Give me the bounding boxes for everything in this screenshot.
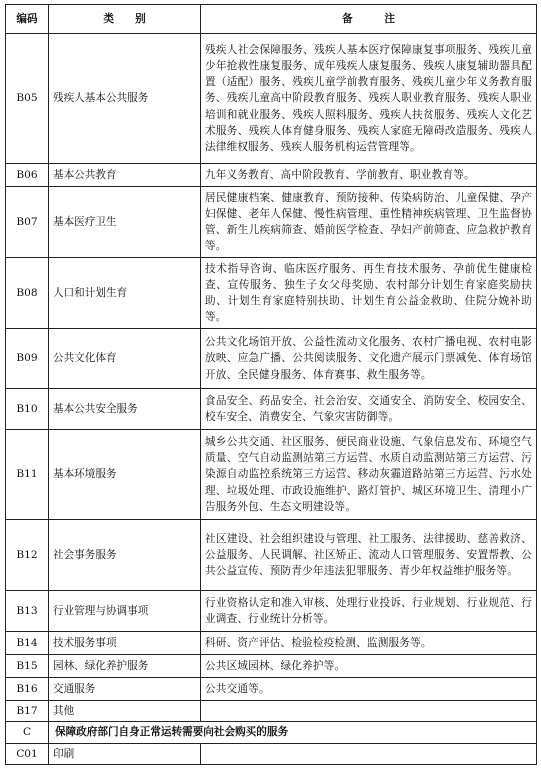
- section-row: [6, 722, 537, 744]
- row-notes: 技术指导咨询、临床医疗服务、再生育技术服务、孕前优生健康检查、宣传服务、独生子女父母奖励、农村部分计划生育家庭奖励扶助、计划生育家庭特别扶助、计划生育公益金救助、住院分娩补助等。: [201, 258, 537, 329]
- row-notes: 九年义务教育、高中阶段教育、学前教育、职业教育等。: [201, 164, 537, 187]
- row-notes: 居民健康档案、健康教育、预防接种、传染病防治、儿童保健、孕产妇保健、老年人保健、慢性病管理、重性精神疾病管理、卫生监督协管、新生儿疾病筛查、婚前医学检查、孕妇产前筛查、应急救护教育等。: [201, 187, 537, 258]
- row-category: 基本公共安全服务: [49, 389, 201, 430]
- row-notes: 食品安全、药品安全、社会治安、交通安全、消防安全、校园安全、校车安全、消费安全、气象灾害防御等。: [201, 389, 537, 430]
- row-category: 园林、绿化养护服务: [49, 655, 201, 678]
- row-code: B16: [6, 678, 49, 701]
- row-notes: 科研、资产评估、检验检疫检测、监测服务等。: [201, 632, 537, 655]
- table-header-row: [6, 5, 537, 34]
- row-category: 其他: [49, 701, 201, 722]
- row-code: B09: [6, 329, 49, 389]
- row-notes: 行业资格认定和准入审核、处理行业投诉、行业规划、行业规范、行业调查、行业统计分析等。: [201, 591, 537, 632]
- row-code: B14: [6, 632, 49, 655]
- table-row: [6, 389, 537, 430]
- row-code: B07: [6, 187, 49, 258]
- row-code: B15: [6, 655, 49, 678]
- row-code: B12: [6, 520, 49, 591]
- table-row: [6, 34, 537, 164]
- header-code: 编码: [6, 5, 49, 34]
- row-notes: [201, 744, 537, 765]
- row-notes: 公共文化场馆开放、公益性流动文化服务、农村广播电视、农村电影放映、应急广播、公共阅读服务、文化遗产展示门票减免、体育场馆开放、全民健身服务、体育赛事、救生服务等。: [201, 329, 537, 389]
- row-category: 社会事务服务: [49, 520, 201, 591]
- row-notes: 公共交通等。: [201, 678, 537, 701]
- row-code: B08: [6, 258, 49, 329]
- row-category: 人口和计划生育: [49, 258, 201, 329]
- row-notes: 社区建设、社会组织建设与管理、社工服务、法律援助、慈善救济、公益服务、人民调解、社区矫正、流动人口管理服务、安置帮教、公共公益宣传、预防青少年违法犯罪服务、青少年权益维护服务等。: [201, 520, 537, 591]
- header-notes: 备 注: [201, 5, 537, 34]
- row-code: B05: [6, 34, 49, 164]
- row-code: B17: [6, 701, 49, 722]
- section-code: C: [6, 722, 49, 744]
- row-category: 交通服务: [49, 678, 201, 701]
- row-notes: [201, 701, 537, 722]
- table-row: [6, 701, 537, 722]
- service-catalog-table: [5, 4, 537, 765]
- row-category: 残疾人基本公共服务: [49, 34, 201, 164]
- row-category: 技术服务事项: [49, 632, 201, 655]
- row-notes: 公共区域园林、绿化养护等。: [201, 655, 537, 678]
- row-code: B11: [6, 430, 49, 520]
- row-notes: 城乡公共交通、社区服务、便民商业设施、气象信息发布、环境空气质量、空气自动监测站第三方运营、水质自动监测站第三方运营、污染源自动监控系统第三方运营、移动灰霾道路站第三方运营、污水处理、垃圾处理、市政设施维护、路灯管护、城区环境卫生、清理小广告服务外包、生态文明建设等。: [201, 430, 537, 520]
- table-row: [6, 744, 537, 765]
- row-notes: 残疾人社会保障服务、残疾人基本医疗保障康复事项服务、残疾儿童少年抢救性康复服务、成年残疾人康复服务、残疾人康复辅助器具配置（适配）服务、残疾儿童学前教育服务、残疾儿童少年义务教育服务、残疾儿童高中阶段教育服务、残疾人职业教育服务、残疾人职业培训和就业服务、残疾人照料服务、残疾人扶贫服务、残疾人文化艺术服务、残疾人体育健身服务、残疾人家庭无障碍改造服务、残疾人法律维权服务、残疾人服务机构运营管理等。: [201, 34, 537, 164]
- row-category: 基本环境服务: [49, 430, 201, 520]
- row-code: B06: [6, 164, 49, 187]
- table-row: [6, 164, 537, 187]
- row-category: 行业管理与协调事项: [49, 591, 201, 632]
- section-title: 保障政府部门自身正常运转需要向社会购买的服务: [49, 722, 537, 744]
- row-code: B10: [6, 389, 49, 430]
- row-code: B13: [6, 591, 49, 632]
- table-row: [6, 187, 537, 258]
- table-row: [6, 655, 537, 678]
- table-row: [6, 591, 537, 632]
- table-row: [6, 329, 537, 389]
- header-category: 类 别: [49, 5, 201, 34]
- table-row: [6, 430, 537, 520]
- row-category: 基本公共教育: [49, 164, 201, 187]
- table-row: [6, 678, 537, 701]
- row-category: 公共文化体育: [49, 329, 201, 389]
- table-row: [6, 258, 537, 329]
- table-row: [6, 632, 537, 655]
- row-category: 基本医疗卫生: [49, 187, 201, 258]
- row-category: 印刷: [49, 744, 201, 765]
- row-code: C01: [6, 744, 49, 765]
- table-row: [6, 520, 537, 591]
